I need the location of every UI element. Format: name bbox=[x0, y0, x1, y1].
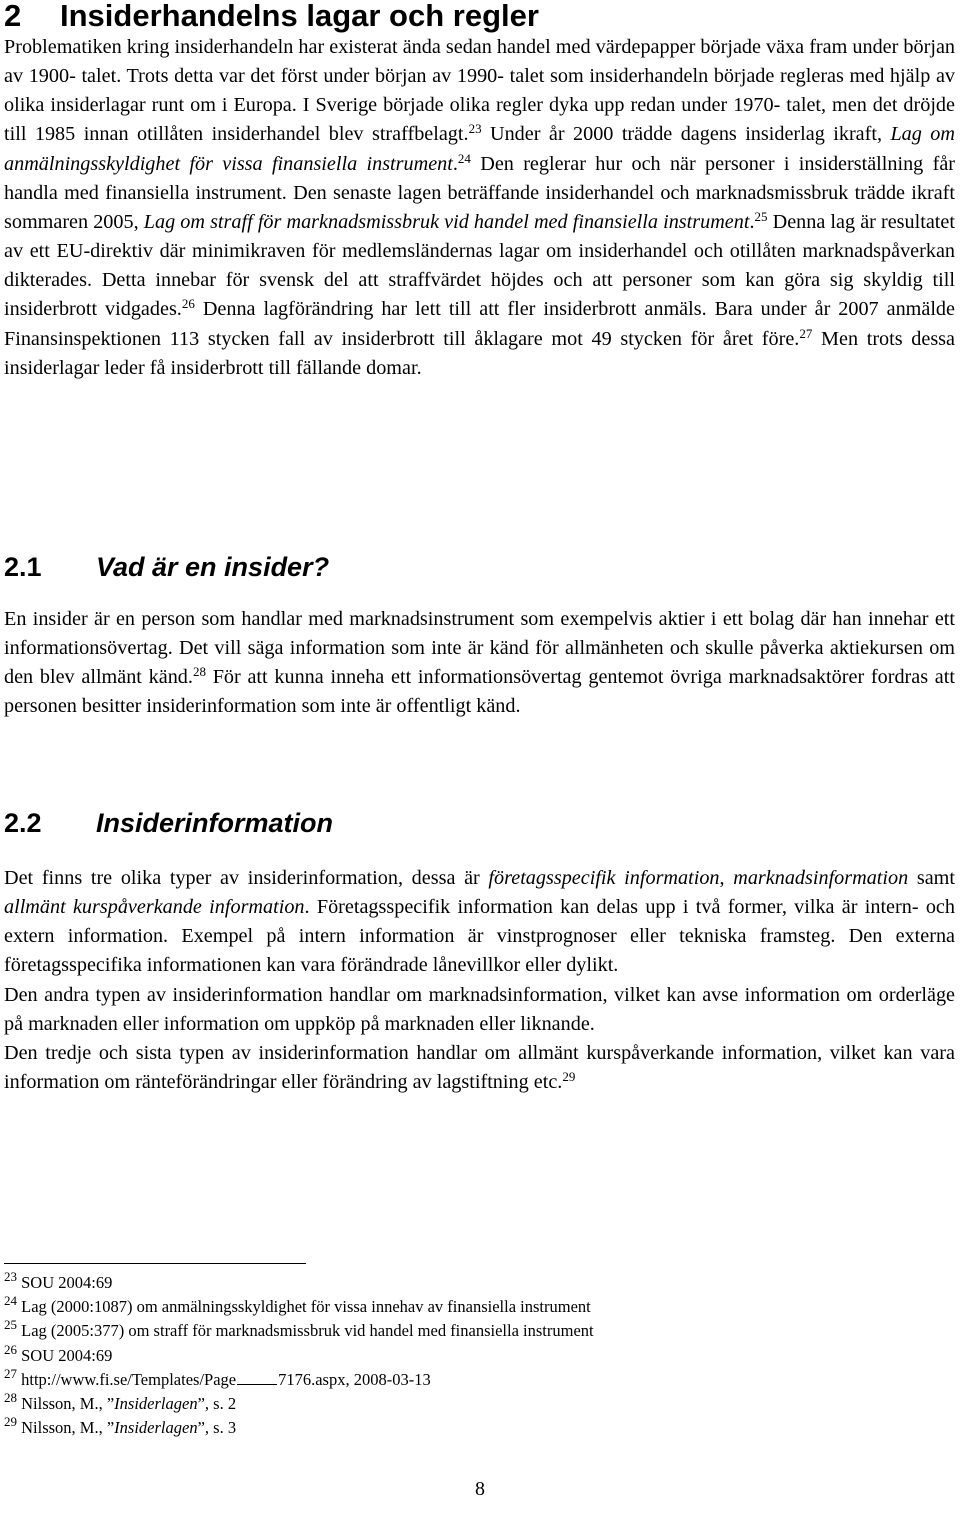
section-number: 2.1 bbox=[4, 552, 42, 582]
chapter-number: 2 bbox=[4, 0, 22, 33]
section-heading-2-1 bbox=[4, 550, 329, 584]
footnote-ref-28: 28 bbox=[192, 664, 206, 680]
page-number: 8 bbox=[475, 1478, 485, 1500]
footnotes bbox=[4, 1268, 944, 1440]
section-title: Vad är en insider? bbox=[96, 552, 330, 582]
chapter-heading bbox=[4, 0, 539, 36]
paragraph-intro: Problematiken kring insiderhandeln har existerat ända sedan handel med värdepapper började växa fram under början av 1900- talet. Trots detta var det först under början av 1990- talet som insiderhandeln började regleras med hjälp av olika insiderlagar runt om i Europa. I Sverige började olika regler dyka upp redan under 1970- talet, men det dröjde till 1985 innan otillåten insiderhandel blev straffbelagt.$^{23}$ Under år 2000 trädde dagens insiderlag ikraft, Lag om anmälningsskyldighet för vissa finansiella instrument.$^{24}$ Den reglerar hur och när personer i insiderställning får handla med finansiella instrument. Den senaste lagen beträffande insiderhandel och marknadsmissbruk trädde ikraft sommaren 2005, Lag om straff för marknadsmissbruk vid handel med finansiella instrument.$^{25}$ Denna lag är resultatet av ett EU-direktiv där minimikraven för medlemsländernas lagar om insiderhandel och otillåten marknadspåverkan dikterades. Detta innebar för svensk del att straffvärdet höjdes och att personer som kan göra sig skyldig till insiderbrott vidgades.$^{26}$ Denna lagförändring har lett till att fler insiderbrott anmäls. Bara under år 2007 anmälde Finansinspektionen 113 stycken fall av insiderbrott till åklagare mot 49 stycken för året före.$^{27}$ Men trots dessa insiderlagar leder få insiderbrott till fällande domar. bbox=[4, 36, 955, 379]
law-title: Lag om anmälningsskyldighet för vissa finansiella instrument bbox=[4, 123, 955, 175]
paragraph-market-info: Den andra typen av insiderinformation handlar om marknadsinformation, vilket kan avse information om orderläge på marknaden eller information om uppköp på marknaden eller liknande. bbox=[4, 983, 955, 1035]
section-number: 2.2 bbox=[4, 808, 42, 838]
paragraph-info-types: Det finns tre olika typer av insiderinformation, dessa är företagsspecifik information, marknadsinformation samt allmänt kurspåverkande information. Företagsspecifik information kan delas upp i två former, vilka är intern- och extern information. Exempel på intern information är vinstprognoser eller tekniska framsteg. Den externa företagsspecifika informationen kan vara förändrade lånevillkor eller dylikt. bbox=[4, 867, 955, 977]
section-2-2-body bbox=[4, 864, 955, 1097]
underscore-gap bbox=[237, 1372, 277, 1385]
footnote-item: $^{24}$ Lag (2000:1087) om anmälningsskyldighet för vissa innehav av finansiella instrument bbox=[4, 1293, 591, 1317]
footnote-item: $^{23}$ SOU 2004:69 bbox=[4, 1268, 113, 1292]
section-heading-2-2 bbox=[4, 806, 333, 840]
footnote-item: $^{28}$ Nilsson, M., ”Insiderlagen”, s. 2 bbox=[4, 1389, 237, 1414]
footnote-ref-25: 25 bbox=[754, 208, 768, 224]
footnote-ref-24: 24 bbox=[457, 150, 471, 166]
footnote-item: $^{25}$ Lag (2005:377) om straff för marknadsmissbruk vid handel med finansiella instrument bbox=[4, 1317, 594, 1341]
footnote-ref-23: 23 bbox=[468, 121, 482, 137]
footnote-item: $^{29}$ Nilsson, M., ”Insiderlagen”, s. 3 bbox=[4, 1414, 237, 1438]
section-title: Insiderinformation bbox=[96, 808, 334, 838]
footnote-link[interactable]: http://www.fi.se/Templates/Page bbox=[21, 1369, 237, 1389]
footnote-separator bbox=[4, 1263, 306, 1264]
footnote-ref-29: 29 bbox=[562, 1068, 576, 1084]
paragraph-general-info: Den tredje och sista typen av insiderinformation handlar om allmänt kurspåverkande information, vilket kan vara information om ränteförändringar eller förändring av lagstiftning etc.$^{29}$ bbox=[4, 1041, 955, 1094]
footnote-ref-26: 26 bbox=[181, 296, 195, 312]
footnote-ref-27: 27 bbox=[799, 325, 813, 341]
law-title: Lag om straff för marknadsmissbruk vid handel med finansiella instrument bbox=[143, 210, 750, 233]
footnote-item: $^{27}$ http://www.fi.se/Templates/Page 7176.aspx, 2008-03-13 bbox=[4, 1365, 431, 1389]
footnote-item: $^{26}$ SOU 2004:69 bbox=[4, 1341, 113, 1365]
paragraph-insider: En insider är en person som handlar med marknadsinstrument som exempelvis aktier i ett bolag där han innehar ett informationsövertag. Det vill säga information som inte är känd för allmänheten och skulle påverka aktiekursen om den blev allmänt känd.$^{28}$ För att kunna inneha ett informationsövertag gentemot övriga marknadsaktörer fordras att personen besitter insiderinformation som inte är offentligt känd. bbox=[4, 608, 955, 718]
chapter-title: Insiderhandelns lagar och regler bbox=[60, 0, 539, 33]
